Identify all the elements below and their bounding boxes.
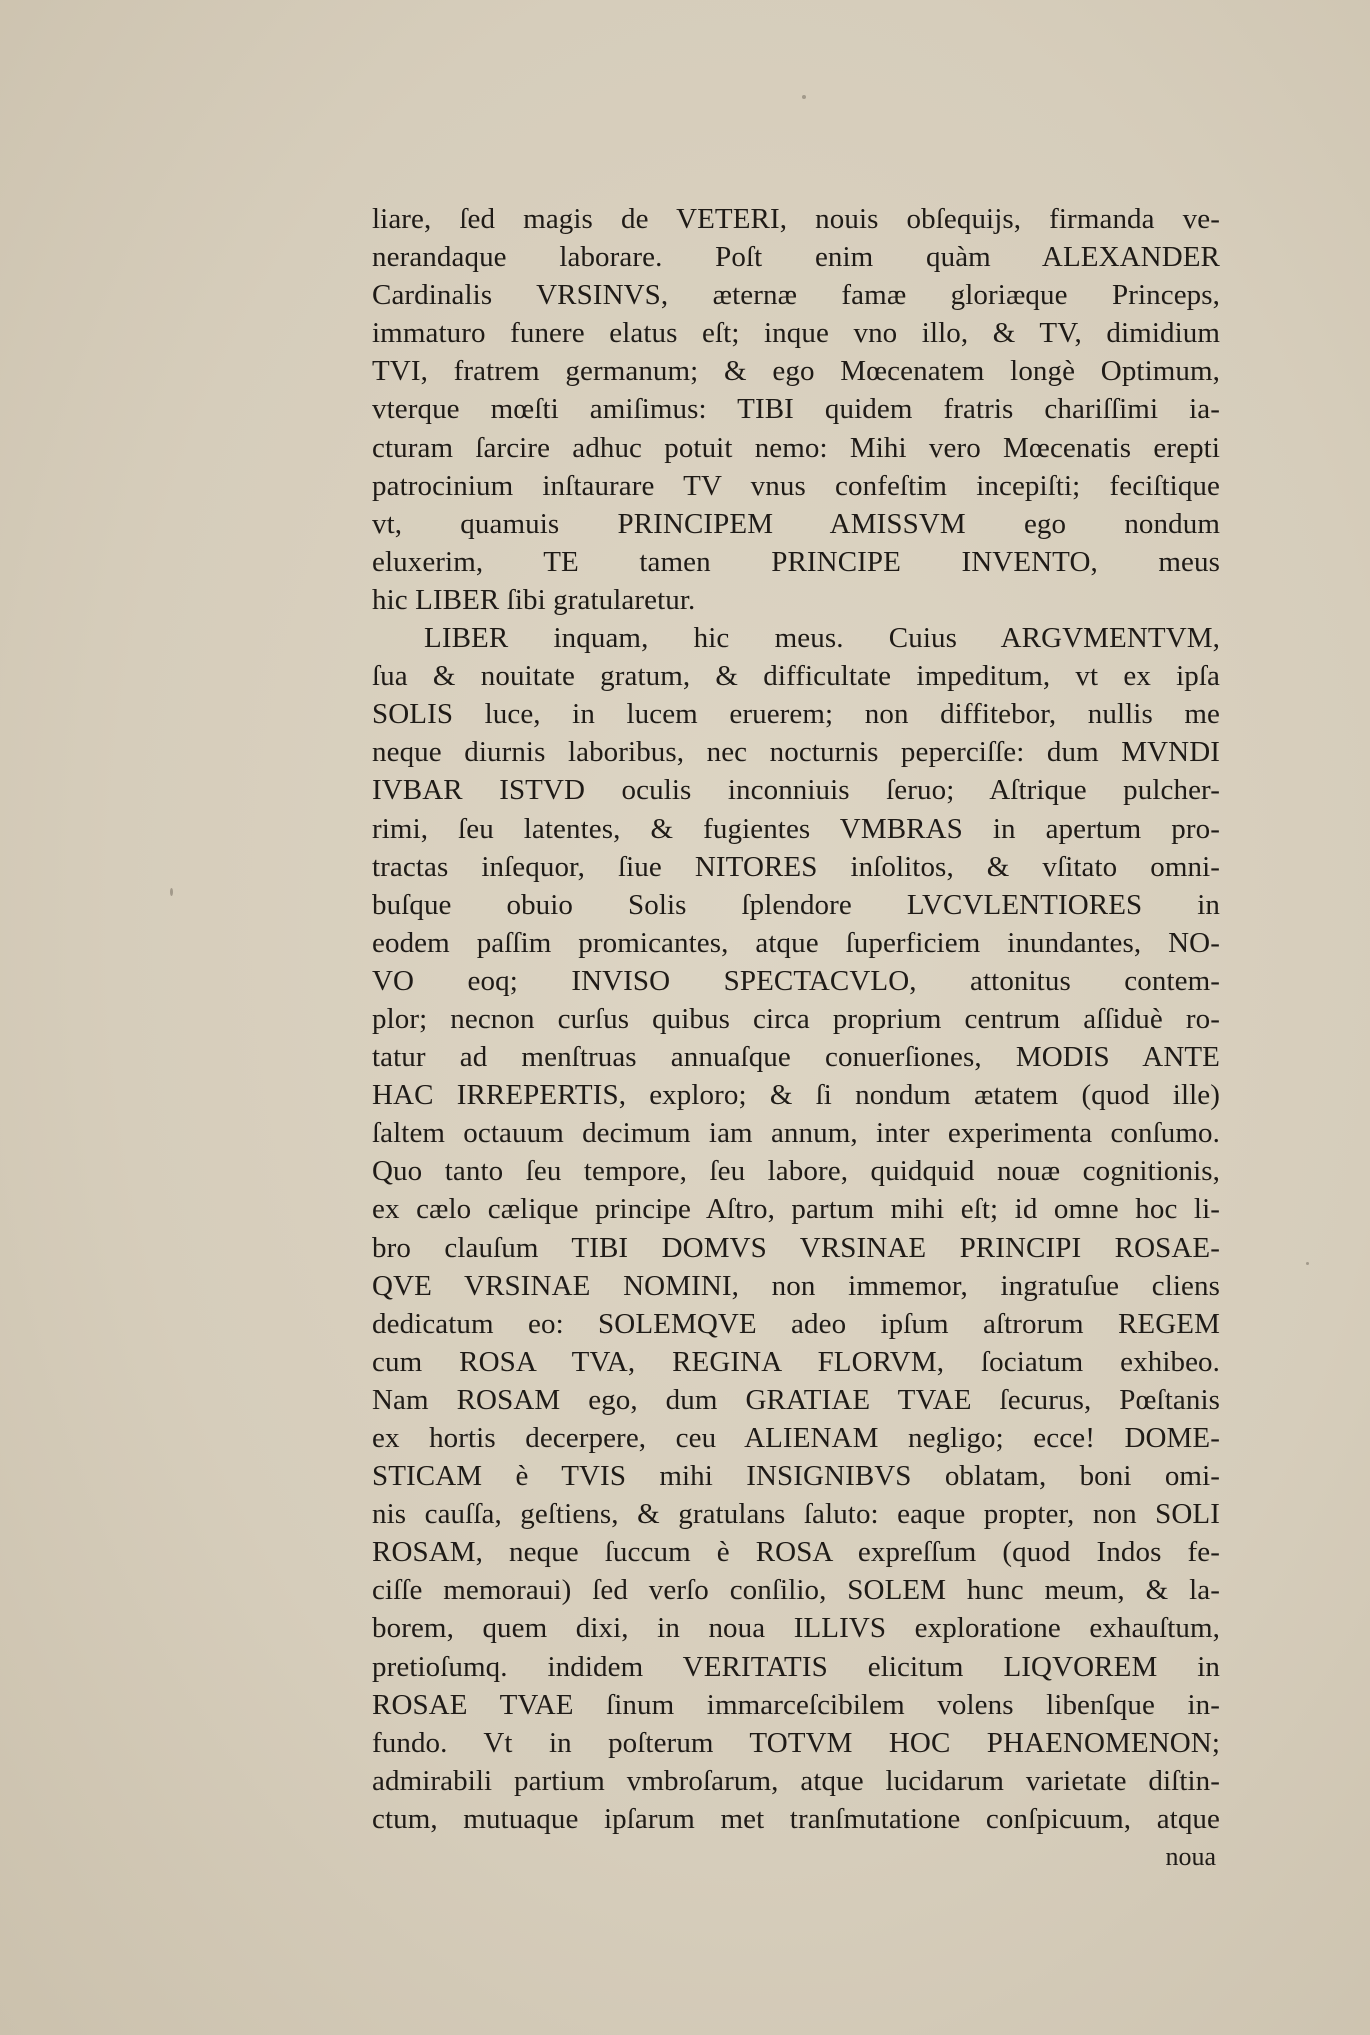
ink-speck bbox=[802, 95, 806, 99]
text-line: cturam ſarcire adhuc potuit nemo: Mihi vero Mœcenatis erepti bbox=[372, 431, 1220, 464]
text-line: ROSAE TVAE ſinum immarceſcibilem volens libenſque in- bbox=[372, 1688, 1220, 1721]
text-line: Quo tanto ſeu tempore, ſeu labore, quidquid nouæ cognitionis, bbox=[372, 1155, 1220, 1188]
body-text bbox=[372, 200, 1220, 1876]
text-line: tatur ad menſtruas annuaſque conuerſiones, MODIS ANTE bbox=[372, 1041, 1220, 1074]
text-line: immaturo funere elatus eſt; inque vno illo, & TV, dimidium bbox=[372, 317, 1220, 350]
text-line: fundo. Vt in poſterum TOTVM HOC PHAENOMENON; bbox=[372, 1726, 1220, 1759]
text-line: TVI, fratrem germanum; & ego Mœcenatem longè Optimum, bbox=[372, 355, 1220, 388]
text-line: liare, ſed magis de VETERI, nouis obſequijs, firmanda ve- bbox=[372, 203, 1220, 235]
text-line: IVBAR ISTVD oculis inconniuis ſeruo; Aſtrique pulcher- bbox=[372, 774, 1220, 807]
text-line: hic LIBER ſibi gratularetur. bbox=[372, 583, 696, 616]
text-line: pretioſumq. indidem VERITATIS elicitum LIQVOREM in bbox=[372, 1650, 1220, 1683]
text-line: eluxerim, TE tamen PRINCIPE INVENTO, meus bbox=[372, 545, 1220, 578]
text-line: cum ROSA TVA, REGINA FLORVM, ſociatum exhibeo. bbox=[372, 1345, 1220, 1378]
text-line: ſaltem octauum decimum iam annum, inter experimenta conſumo. bbox=[372, 1117, 1220, 1150]
ink-speck bbox=[1306, 1262, 1309, 1265]
text-line: admirabili partium vmbroſarum, atque lucidarum varietate diſtin- bbox=[372, 1764, 1220, 1797]
text-line: VO eoq; INVISO SPECTACVLO, attonitus contem- bbox=[372, 964, 1220, 997]
text-line: rimi, ſeu latentes, & fugientes VMBRAS in apertum pro- bbox=[372, 812, 1220, 845]
text-line: ROSAM, neque ſuccum è ROSA expreſſum (quod Indos fe- bbox=[372, 1536, 1220, 1569]
catchword: noua bbox=[1165, 1842, 1216, 1872]
text-line: STICAM è TVIS mihi INSIGNIBVS oblatam, boni omi- bbox=[372, 1460, 1220, 1493]
text-line: QVE VRSINAE NOMINI, non immemor, ingratuſue cliens bbox=[372, 1269, 1220, 1302]
text-line: nerandaque laborare. Poſt enim quàm ALEXANDER bbox=[372, 241, 1220, 274]
text-line: ex cælo cælique principe Aſtro, partum mihi eſt; id omne hoc li- bbox=[372, 1193, 1220, 1226]
text-line: plor; necnon curſus quibus circa proprium centrum aſſiduè ro- bbox=[372, 1002, 1220, 1035]
text-line: patrocinium inſtaurare TV vnus confeſtim incepiſti; feciſtique bbox=[372, 469, 1220, 502]
text-line: Nam ROSAM ego, dum GRATIAE TVAE ſecurus, Pœſtanis bbox=[372, 1383, 1220, 1416]
text-line: bro clauſum TIBI DOMVS VRSINAE PRINCIPI ROSAE- bbox=[372, 1231, 1220, 1264]
text-line: buſque obuio Solis ſplendore LVCVLENTIORES in bbox=[372, 888, 1220, 921]
text-line: dedicatum eo: SOLEMQVE adeo ipſum aſtrorum REGEM bbox=[372, 1307, 1220, 1340]
text-line: vterque mœſti amiſimus: TIBI quidem fratris chariſſimi ia- bbox=[372, 393, 1220, 426]
text-line: neque diurnis laboribus, nec nocturnis peperciſſe: dum MVNDI bbox=[372, 736, 1220, 769]
text-line: ciſſe memoraui) ſed verſo conſilio, SOLEM hunc meum, & la- bbox=[372, 1574, 1220, 1607]
text-line: HAC IRREPERTIS, exploro; & ſi nondum ætatem (quod ille) bbox=[372, 1079, 1220, 1112]
ink-speck bbox=[170, 888, 173, 896]
text-line: ctum, mutuaque ipſarum met tranſmutatione conſpicuum, atque bbox=[372, 1802, 1220, 1835]
text-line: Cardinalis VRSINVS, æternæ famæ gloriæque Princeps, bbox=[372, 279, 1220, 312]
text-line: tractas inſequor, ſiue NITORES inſolitos, & vſitato omni- bbox=[372, 850, 1220, 883]
text-line: eodem paſſim promicantes, atque ſuperficiem inundantes, NO- bbox=[372, 926, 1220, 959]
text-line: SOLIS luce, in lucem eruerem; non diffitebor, nullis me bbox=[372, 698, 1220, 731]
text-line: ex hortis decerpere, ceu ALIENAM negligo; ecce! DOME- bbox=[372, 1422, 1220, 1454]
text-line: vt, quamuis PRINCIPEM AMISSVM ego nondum bbox=[372, 507, 1220, 540]
text-line: nis cauſſa, geſtiens, & gratulans ſaluto: eaque propter, non SOLI bbox=[372, 1498, 1220, 1531]
text-line: LIBER inquam, hic meus. Cuius ARGVMENTVM, bbox=[424, 622, 1220, 655]
text-line: borem, quem dixi, in noua ILLIVS exploratione exhauſtum, bbox=[372, 1612, 1220, 1645]
text-line: ſua & nouitate gratum, & difficultate impeditum, vt ex ipſa bbox=[372, 660, 1220, 693]
